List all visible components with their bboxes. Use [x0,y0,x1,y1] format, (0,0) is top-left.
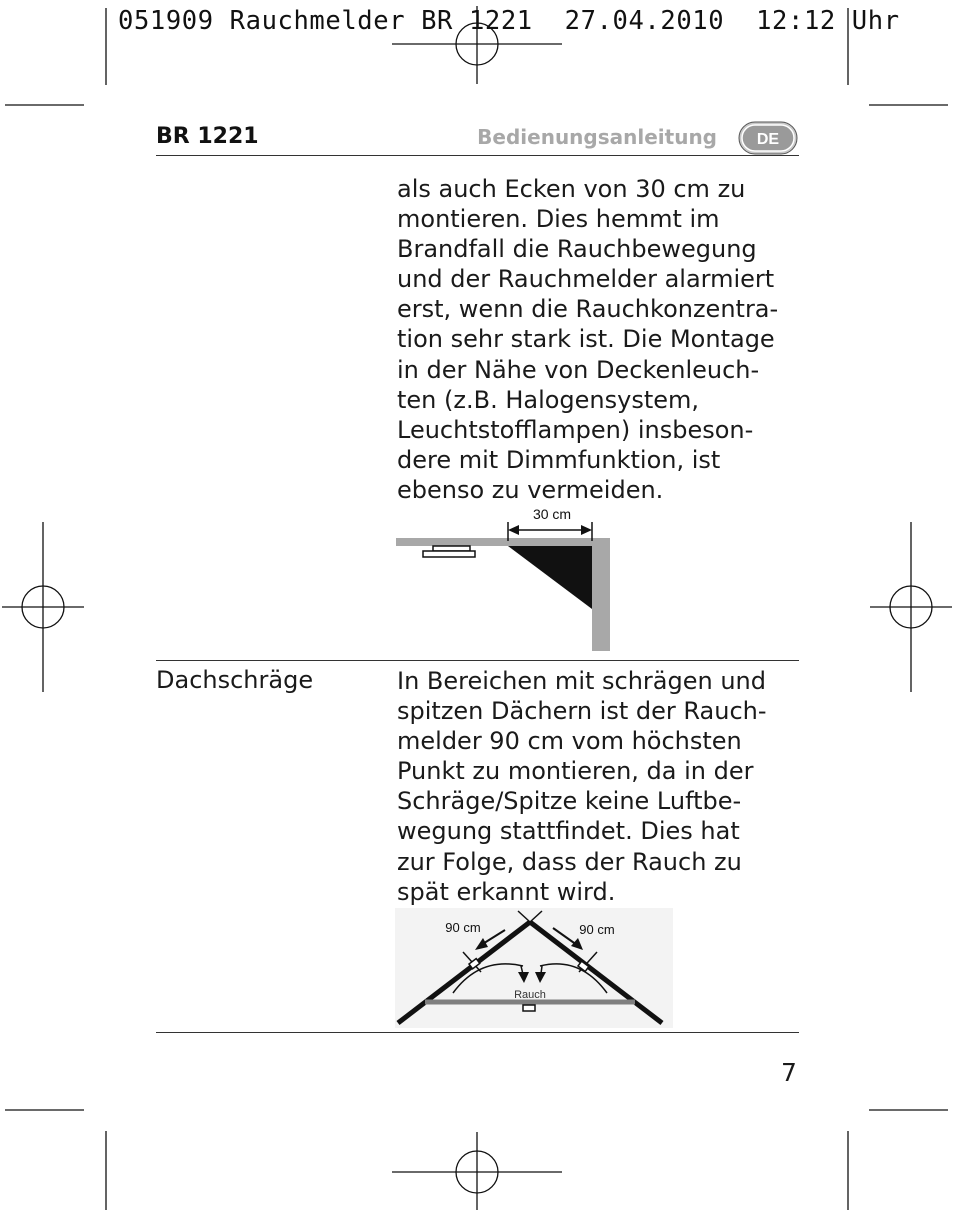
dead-air-triangle [508,546,592,609]
text-line: montieren. Dies hemmt im [397,205,720,234]
text-line: und der Rauchmelder alarmiert [397,265,775,294]
center-detector [523,1005,535,1011]
ceiling-bar [396,538,610,546]
distance-label-right: 90 cm [579,922,615,937]
text-line: In Bereichen mit schrägen und [397,667,766,695]
text-line: zur Folge, dass der Rauch zu [397,847,742,876]
smoke-label: Rauch [514,989,546,1001]
text-line: wegung stattfindet. Dies hat [397,817,740,846]
wall-bar [592,538,610,651]
text-line: Punkt zu montieren, da in der [397,757,754,786]
text-line: ebenso zu vermeiden. [397,475,664,504]
text-line: tion sehr stark ist. Die Montage [397,325,775,354]
section-label: Dachschräge [156,666,314,694]
page-number: 7 [781,1058,797,1087]
document-title: BR 1221 [156,124,259,149]
distance-label-left: 90 cm [445,920,481,935]
language-badge [738,121,798,155]
print-job-header: 051909 Rauchmelder BR 1221 27.04.2010 12:12 Uhr [118,6,900,36]
section-divider [156,660,799,661]
text-line: als auch Ecken von 30 cm zu [397,175,746,203]
text-line: Leuchtstofflampen) insbeson- [397,415,754,444]
text-line: dere mit Dimmfunktion, ist [397,445,721,474]
section-1-text [397,174,807,505]
header-rule [156,155,799,156]
text-line: spät erkannt wird. [397,877,616,906]
text-line: spitzen Dächern ist der Rauch- [397,697,767,726]
section-2-text [397,666,807,907]
text-line: Schräge/Spitze keine Luftbe- [397,787,742,816]
roof-slope-figure [395,908,673,1028]
corner-distance-figure [395,505,615,655]
bottom-rule [156,1032,799,1033]
text-line: melder 90 cm vom höchsten [397,727,742,756]
language-badge-label: DE [756,131,780,148]
text-line: in der Nähe von Deckenleuch- [397,355,760,384]
smoke-detector-base [423,551,475,557]
dimension-label: 30 cm [532,506,572,522]
text-line: Brandfall die Rauchbewegung [397,235,757,264]
text-line: erst, wenn die Rauchkonzentra- [397,295,779,324]
text-line: ten (z.B. Halogensystem, [397,385,700,414]
document-subtitle: Bedienungsanleitung [477,125,717,149]
